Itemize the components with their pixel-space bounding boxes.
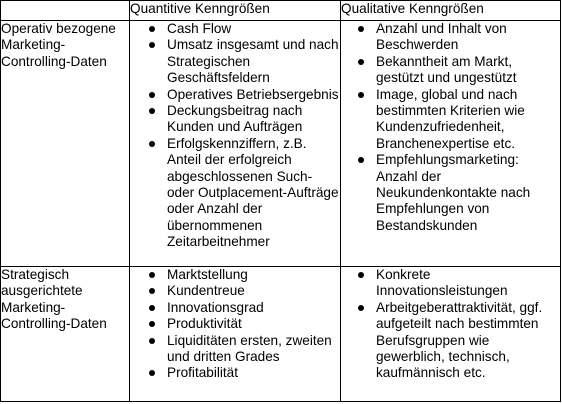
bullet-icon	[358, 272, 364, 278]
header-quantitative: Quantitive Kenngrößen	[130, 1, 341, 21]
row-label-strategisch: Strategisch ausgerichtete Marketing-Controlling-Daten	[1, 267, 130, 402]
list-item-text: Erfolgskennziffern, z.B. Anteil der erfolgreich abgeschlossenen Such- oder Outplacement-Aufträge oder Anzahl der übernommenen Zeitarbeitnehmer	[167, 135, 339, 250]
list-item	[130, 316, 340, 332]
list-item-text: Konkrete Innovationsleistungen	[376, 267, 508, 299]
list-item-text: Umsatz insgesamt und nach Strategischen Geschäftsfeldern	[167, 37, 339, 86]
list-item-text: Image, global und nach bestimmten Kriterien wie Kundenzufriedenheit, Branchenexpertise etc.	[376, 86, 525, 151]
list-item-text: Liquiditäten ersten, zweiten und dritten Grades	[167, 332, 332, 365]
list-item	[341, 152, 560, 234]
bullet-icon	[149, 141, 155, 147]
list-item	[130, 267, 340, 283]
list-item	[341, 87, 560, 153]
list-item-text: Empfehlungsmarketing: Anzahl der Neukundenkontakte nach Empfehlungen von Bestandskunden	[376, 152, 531, 233]
list-item	[130, 365, 340, 381]
list-item-text: Innovationsgrad	[167, 299, 264, 315]
table-header-row	[1, 1, 561, 21]
list-item-text: Bekanntheit am Markt, gestützt und ungestützt	[376, 53, 517, 86]
bullet-icon	[149, 42, 155, 48]
table-row-strategisch	[1, 267, 561, 402]
list-item	[130, 87, 340, 103]
header-qualitative: Qualitative Kenngrößen	[341, 1, 561, 21]
list-item	[130, 103, 340, 136]
list-item	[341, 54, 560, 87]
list-item	[130, 21, 340, 37]
cell-operativ-qualitative	[341, 21, 561, 267]
bullet-icon	[149, 338, 155, 344]
list-item-text: Anzahl und Inhalt von Beschwerden	[376, 21, 507, 53]
bullet-icon	[149, 272, 155, 278]
list-item-text: Operatives Betriebsergebnis	[167, 86, 339, 102]
bullet-icon	[358, 305, 364, 311]
table-row-operativ	[1, 21, 561, 267]
bullet-icon	[149, 108, 155, 114]
bullet-icon	[149, 305, 155, 311]
header-corner-cell	[1, 1, 130, 21]
bullet-list-operativ-qualitative	[341, 21, 560, 234]
list-item-text: Deckungsbeitrag nach Kunden und Aufträgen	[167, 103, 303, 135]
list-item-text: Arbeitgeberattraktivität, ggf. aufgeteilt nach bestimmten Berufsgruppen wie gewerblich, technisch, kaufmännisch etc.	[376, 299, 543, 381]
bullet-list-strategisch-qualitative	[341, 267, 560, 382]
bullet-list-operativ-quantitative	[130, 21, 340, 251]
list-item-text: Profitabilität	[167, 365, 239, 381]
bullet-icon	[149, 321, 155, 327]
cell-strategisch-qualitative	[341, 267, 561, 402]
list-item	[130, 333, 340, 366]
bullet-icon	[149, 370, 155, 376]
bullet-icon	[358, 59, 364, 65]
list-item	[341, 300, 560, 382]
bullet-icon	[358, 26, 364, 32]
list-item-text: Marktstellung	[167, 267, 248, 282]
list-item	[130, 283, 340, 299]
list-item	[130, 136, 340, 251]
list-item	[341, 267, 560, 300]
bullet-icon	[149, 92, 155, 98]
bullet-icon	[149, 26, 155, 32]
list-item	[130, 37, 340, 86]
list-item-text: Produktivität	[167, 316, 242, 332]
list-item-text: Kundentreue	[167, 283, 245, 299]
bullet-icon	[358, 157, 364, 163]
bullet-icon	[149, 288, 155, 294]
bullet-icon	[358, 92, 364, 98]
cell-operativ-quantitative	[130, 21, 341, 267]
list-item	[130, 300, 340, 316]
list-item	[341, 21, 560, 54]
list-item-text: Cash Flow	[167, 21, 232, 36]
cell-strategisch-quantitative	[130, 267, 341, 402]
row-label-operativ: Operativ bezogene Marketing-Controlling-Daten	[1, 21, 130, 267]
bullet-list-strategisch-quantitative	[130, 267, 340, 382]
